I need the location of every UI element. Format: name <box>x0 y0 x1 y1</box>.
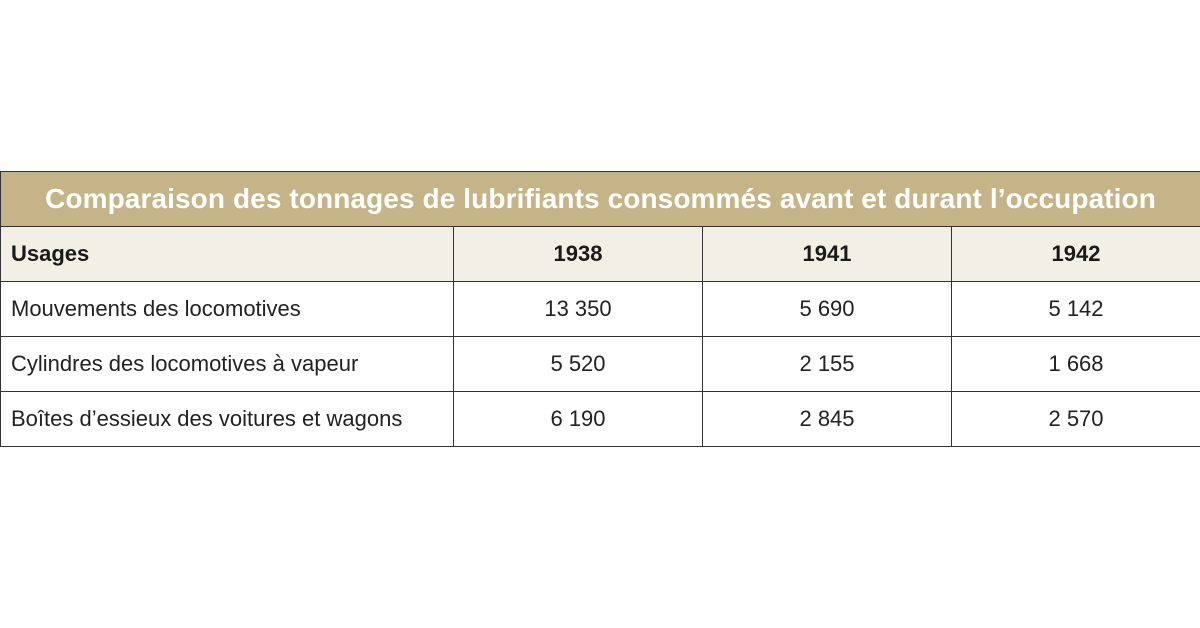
value-cell-1941: 2 845 <box>703 392 952 447</box>
value-cell-1942: 2 570 <box>952 392 1200 447</box>
table-row <box>1 282 1200 337</box>
value-cell-1938: 5 520 <box>454 337 703 392</box>
value-cell-1942: 5 142 <box>952 282 1200 337</box>
table-title: Comparaison des tonnages de lubrifiants consommés avant et durant l’occupation <box>1 172 1200 227</box>
value-cell-1942: 1 668 <box>952 337 1200 392</box>
value-cell-1941: 2 155 <box>703 337 952 392</box>
column-header-1942: 1942 <box>952 227 1200 282</box>
usage-cell: Cylindres des locomotives à vapeur <box>1 337 454 392</box>
table-header-row <box>1 227 1200 282</box>
usage-cell: Boîtes d’essieux des voitures et wagons <box>1 392 454 447</box>
table-row <box>1 392 1200 447</box>
table-title-row <box>1 172 1200 227</box>
value-cell-1941: 5 690 <box>703 282 952 337</box>
lubricants-table <box>0 171 1200 447</box>
value-cell-1938: 13 350 <box>454 282 703 337</box>
column-header-1941: 1941 <box>703 227 952 282</box>
usage-cell: Mouvements des locomotives <box>1 282 454 337</box>
table-row <box>1 337 1200 392</box>
value-cell-1938: 6 190 <box>454 392 703 447</box>
lubricants-table-container <box>0 171 1200 447</box>
column-header-1938: 1938 <box>454 227 703 282</box>
column-header-usages: Usages <box>1 227 454 282</box>
